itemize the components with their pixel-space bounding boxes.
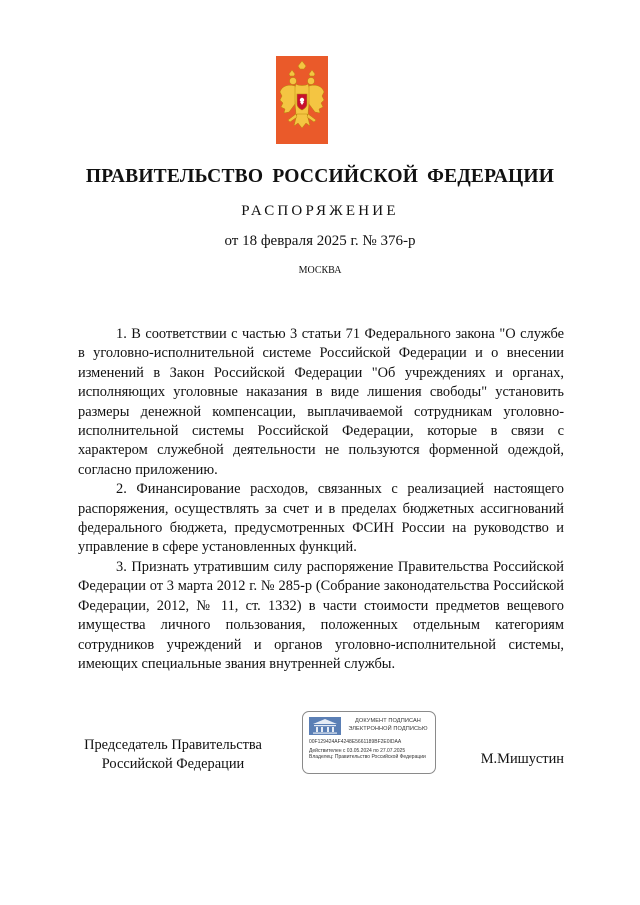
stamp-certificate-number: 00F129424AF4248E5661189BF2E0IDAA — [309, 739, 402, 745]
signer-title-line-2: Российской Федерации — [101, 756, 245, 772]
paragraph-2: 2. Финансирование расходов, связанных с реализацией настоящего распоряжения, осуществлять за счет и в пределах бюджетных ассигнований федерального бюджета, предусмотренных ФСИН России на руководство и управление в сфере установленных функций. — [78, 481, 564, 556]
stamp-validity: Действителен с 03.05.2024 по 27.07.2025 — [309, 748, 406, 754]
signer-name: М.Мишустин — [480, 751, 564, 767]
government-building-icon — [309, 717, 341, 735]
document-type: РАСПОРЯЖЕНИЕ — [241, 203, 399, 219]
government-title: ПРАВИТЕЛЬСТВО РОССИЙСКОЙ ФЕДЕРАЦИИ — [85, 166, 555, 187]
document-city: МОСКВА — [298, 265, 342, 276]
paragraph-3: 3. Признать утратившим силу распоряжение Правительства Российской Федерации от 3 марта 2012 г. № 285-р (Собрание законодательства Российской Федерации, 2012, № 11, ст. 1332) в части стоимости предметов вещевого имущества личного пользования, положенных отдельным категориям сотрудников учреждений и органов уголовно-исполнительной системы, имеющих специальные звания внутренней службы. — [78, 558, 564, 672]
document-date-number: от 18 февраля 2025 г. № 376-р — [224, 233, 416, 249]
stamp-heading — [343, 718, 433, 733]
electronic-signature-stamp — [302, 711, 436, 774]
document-body — [78, 325, 564, 674]
paragraph-1: 1. В соответствии с частью 3 статьи 71 Федерального закона "О службе в уголовно-исполнительной системе Российской Федерации и о внесении изменений в Закон Российской Федерации "Об учреждениях и органах, исполняющих уголовные наказания в виде лишения свободы" установить размеры денежной компенсации, выплачиваемой сотрудникам уголовно-исполнительной системы Российской Федерации, которые в связи с характером служебной деятельности не пользуются форменной одеждой, согласно приложению. — [78, 326, 564, 478]
signer-title-line-1: Председатель Правительства — [84, 737, 262, 753]
double-headed-eagle-icon — [276, 56, 328, 144]
stamp-owner: Владелец: Правительство Российской Федерации — [309, 754, 426, 760]
stamp-heading-line-1: ДОКУМЕНТ ПОДПИСАН — [355, 718, 421, 724]
coat-of-arms-emblem — [276, 56, 328, 144]
stamp-heading-line-2: ЭЛЕКТРОННОЙ ПОДПИСЬЮ — [348, 725, 428, 732]
signer-title — [78, 736, 268, 774]
